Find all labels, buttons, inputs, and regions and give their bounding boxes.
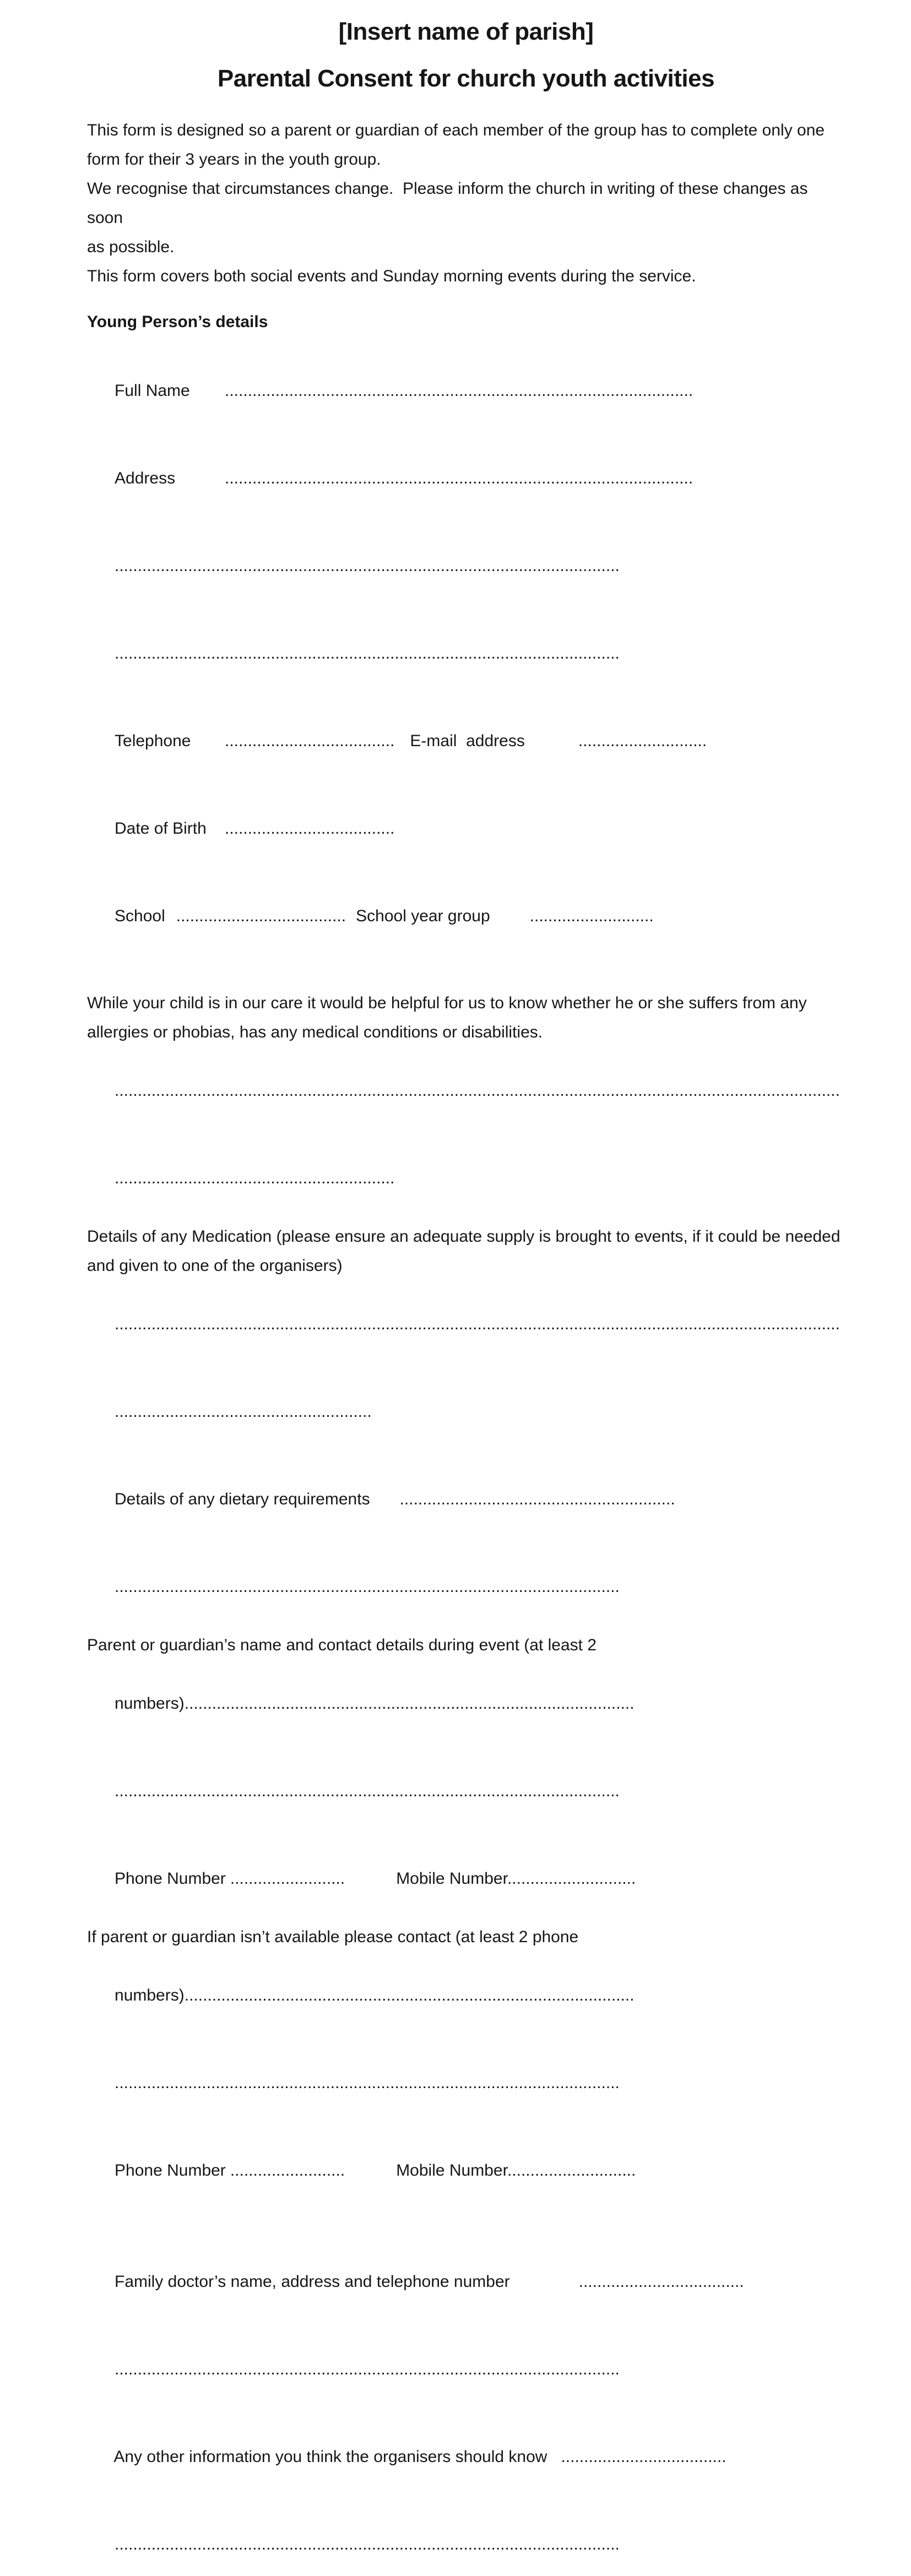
care-answer-row <box>87 1047 845 1134</box>
backup-contact-line-1: If parent or guardian isn’t available please contact (at least 2 phone <box>87 1928 579 1946</box>
young-person-heading: Young Person’s details <box>87 313 268 331</box>
mobile-fill-line[interactable]: ............................ <box>507 1869 636 1888</box>
address-fill-line-3[interactable]: .............................................................................................................. <box>115 644 620 662</box>
family-doctor-extra-row <box>87 2325 845 2413</box>
address-row <box>87 434 845 522</box>
parent-contact-line-2 <box>87 1660 845 1747</box>
medical-section <box>87 988 845 1631</box>
school-year-label: School year group <box>356 907 490 925</box>
telephone-fill-line[interactable]: ..................................... <box>225 732 395 750</box>
dob-row <box>87 785 845 872</box>
full-name-label: Full Name <box>115 382 190 400</box>
telephone-email-row <box>87 697 845 785</box>
other-info-label: Any other information you think the organisers should know <box>113 2448 547 2466</box>
intro-paragraphs <box>87 116 845 291</box>
other-info-fill-line[interactable]: .................................... <box>561 2448 726 2466</box>
school-row <box>87 872 845 960</box>
family-doctor-row <box>87 2238 845 2325</box>
mobile-number-label: Mobile Number <box>396 1869 507 1888</box>
address-extra-row <box>87 522 845 610</box>
backup-contact-line-2 <box>87 1952 845 2039</box>
backup-numbers-label: numbers) <box>115 1986 185 2004</box>
backup-fill-line[interactable]: .................................................................................................. <box>184 1986 635 2004</box>
other-info-row <box>87 2413 845 2501</box>
medication-answer-row <box>87 1280 845 1368</box>
backup-extra-row <box>87 2039 845 2127</box>
phone-number-label: Phone Number <box>115 1869 226 1888</box>
parent-fill-line[interactable]: .................................................................................................. <box>184 1694 635 1713</box>
school-fill-line[interactable]: ..................................... <box>176 907 346 925</box>
medication-fill-line-2[interactable]: ........................................................ <box>115 1403 372 1421</box>
family-doctor-fill-line[interactable]: .................................... <box>578 2273 744 2291</box>
parent-numbers-label: numbers) <box>115 1694 185 1713</box>
phone-mobile-row-1 <box>87 1835 845 1922</box>
dietary-row <box>87 1455 845 1543</box>
phone-number-label-2: Phone Number <box>115 2161 226 2180</box>
care-fill-line-2[interactable]: ............................................................. <box>115 1169 395 1187</box>
full-name-row <box>87 347 845 434</box>
intro-line-1: This form is designed so a parent or guardian of each member of the group has to complete only one <box>87 121 825 139</box>
intro-line-3: We recognise that circumstances change. Please inform the church in writing of these changes as soon <box>87 180 812 227</box>
address-fill-line-2[interactable]: .............................................................................................................. <box>115 557 620 575</box>
care-answer-row <box>87 1134 845 1222</box>
intro-line-4: as possible. <box>87 238 175 256</box>
care-note-line-2: allergies or phobias, has any medical conditions or disabilities. <box>87 1023 543 1041</box>
address-fill-line[interactable]: ...................................................................................................... <box>225 469 693 487</box>
contacts-section <box>87 1631 845 2214</box>
intro-line-2: form for their 3 years in the youth group. <box>87 150 381 169</box>
dietary-label: Details of any dietary requirements <box>115 1490 370 1508</box>
other-info-section <box>87 2238 845 2576</box>
care-note-line-1: While your child is in our care it would be helpful for us to know whether he or she suffers from any <box>87 994 807 1012</box>
parent-extra-row <box>87 1747 845 1835</box>
school-label: School <box>115 907 165 925</box>
medication-fill-line-1[interactable]: .............................................................................................................................................................. <box>115 1315 840 1333</box>
school-year-fill-line[interactable]: ........................... <box>529 907 654 925</box>
young-person-fields <box>87 347 845 960</box>
medication-note-line-2: and given to one of the organisers) <box>87 1257 343 1275</box>
mobile-fill-line-2[interactable]: ............................ <box>507 2161 636 2180</box>
family-doctor-label: Family doctor’s name, address and telephone number <box>115 2273 510 2291</box>
parent-contact-line-1: Parent or guardian’s name and contact details during event (at least 2 <box>87 1636 597 1654</box>
address-extra-row <box>87 610 845 697</box>
address-label: Address <box>115 469 176 487</box>
mobile-number-label-2: Mobile Number <box>396 2161 507 2180</box>
intro-line-5: This form covers both social events and Sunday morning events during the service. <box>87 267 696 285</box>
family-doctor-fill-line-2[interactable]: .............................................................................................................. <box>115 2360 620 2378</box>
full-name-fill-line[interactable]: ...................................................................................................... <box>225 382 693 400</box>
phone-fill-line[interactable]: ......................... <box>230 1869 345 1888</box>
care-fill-line-1[interactable]: .............................................................................................................................................................. <box>115 1082 840 1100</box>
other-info-extra-row <box>87 2501 845 2576</box>
parent-fill-line-2[interactable]: .............................................................................................................. <box>115 1782 620 1800</box>
parish-title: [Insert name of parish] <box>338 18 594 45</box>
backup-fill-line-2[interactable]: .............................................................................................................. <box>115 2074 620 2092</box>
dob-fill-line[interactable]: ..................................... <box>225 819 395 838</box>
phone-mobile-row-2 <box>87 2127 845 2214</box>
main-title: Parental Consent for church youth activities <box>217 65 715 92</box>
medication-answer-row <box>87 1368 845 1455</box>
telephone-label: Telephone <box>115 732 191 750</box>
dob-label: Date of Birth <box>115 819 207 838</box>
medication-note-line-1: Details of any Medication (please ensure an adequate supply is brought to events, if it could be needed <box>87 1227 840 1246</box>
dietary-fill-line-2[interactable]: .............................................................................................................. <box>115 1578 620 1596</box>
dietary-extra-row <box>87 1543 845 1631</box>
email-fill-line[interactable]: ............................ <box>578 732 707 750</box>
email-label: E-mail address <box>410 732 525 750</box>
other-info-fill-line-2[interactable]: .............................................................................................................. <box>115 2535 620 2553</box>
phone-fill-line-2[interactable]: ......................... <box>230 2161 345 2180</box>
dietary-fill-line[interactable]: ............................................................ <box>399 1490 675 1508</box>
